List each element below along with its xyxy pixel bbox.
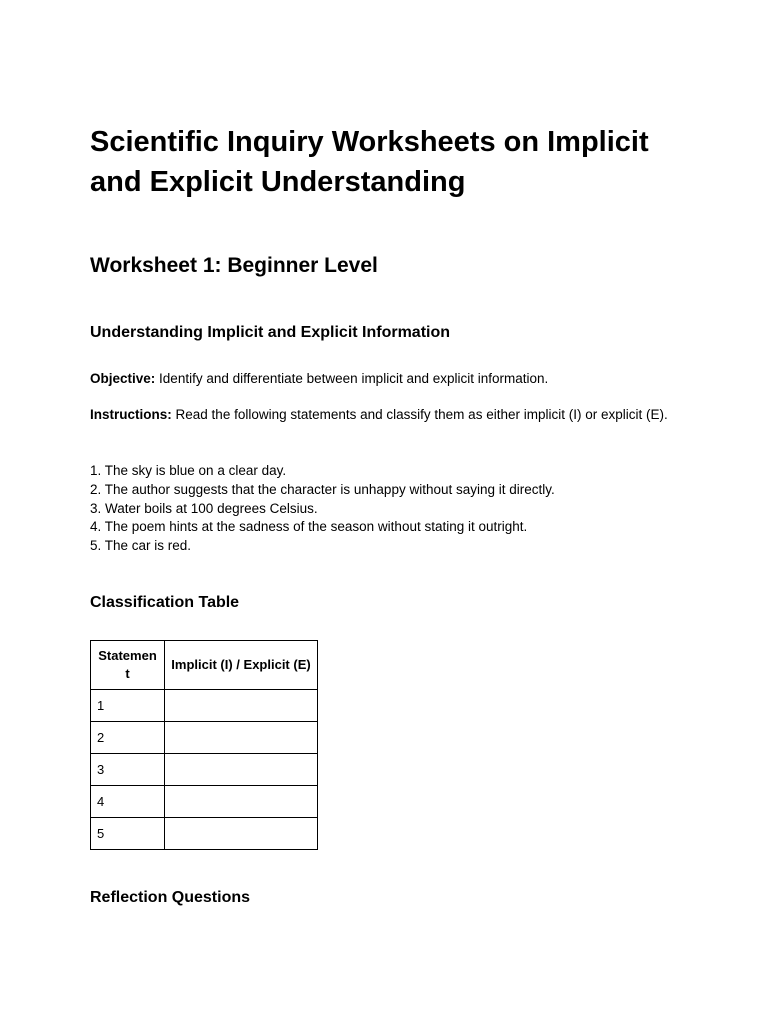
instructions-text: Read the following statements and classify them as either implicit (I) or explicit (E).	[175, 407, 668, 422]
table-row	[91, 722, 318, 754]
statement-item: 5. The car is red.	[90, 538, 192, 554]
table-row	[91, 690, 318, 722]
classification-answer-cell[interactable]	[165, 690, 318, 722]
statement-number-cell: 5	[91, 818, 165, 850]
objective-paragraph	[90, 369, 670, 388]
document-title: Scientific Inquiry Worksheets on Implicit and Explicit Understanding	[90, 126, 649, 198]
instructions-label: Instructions:	[90, 407, 172, 422]
statement-item: 2. The author suggests that the character is unhappy without saying it directly.	[90, 481, 555, 497]
table-row	[91, 818, 318, 850]
classification-answer-cell[interactable]	[165, 722, 318, 754]
objective-text: Identify and differentiate between implicit and explicit information.	[159, 371, 549, 386]
statement-list	[90, 462, 555, 556]
statement-number-cell: 4	[91, 786, 165, 818]
objective-label: Objective:	[90, 371, 156, 386]
statement-item: 1. The sky is blue on a clear day.	[90, 463, 287, 478]
table-header-row	[91, 641, 318, 690]
statement-number-cell: 3	[91, 754, 165, 786]
reflection-questions-title: Reflection Questions	[90, 889, 251, 906]
table-row	[91, 786, 318, 818]
classification-answer-cell[interactable]	[165, 754, 318, 786]
classification-answer-cell[interactable]	[165, 818, 318, 850]
classification-table-wrapper	[90, 640, 318, 850]
section-title: Understanding Implicit and Explicit Information	[90, 324, 451, 341]
statement-item: 4. The poem hints at the sadness of the season without stating it outright.	[90, 519, 528, 535]
statement-item: 3. Water boils at 100 degrees Celsius.	[90, 500, 318, 516]
classification-table	[90, 640, 318, 850]
statement-number-cell: 1	[91, 690, 165, 722]
statement-number-cell: 2	[91, 722, 165, 754]
classification-answer-cell[interactable]	[165, 786, 318, 818]
classification-table-title: Classification Table	[90, 594, 240, 611]
column-header-statement: Statement	[91, 641, 165, 690]
column-header-classification: Implicit (I) / Explicit (E)	[165, 641, 318, 690]
table-row	[91, 754, 318, 786]
instructions-paragraph	[90, 405, 670, 424]
worksheet-title: Worksheet 1: Beginner Level	[90, 254, 378, 277]
